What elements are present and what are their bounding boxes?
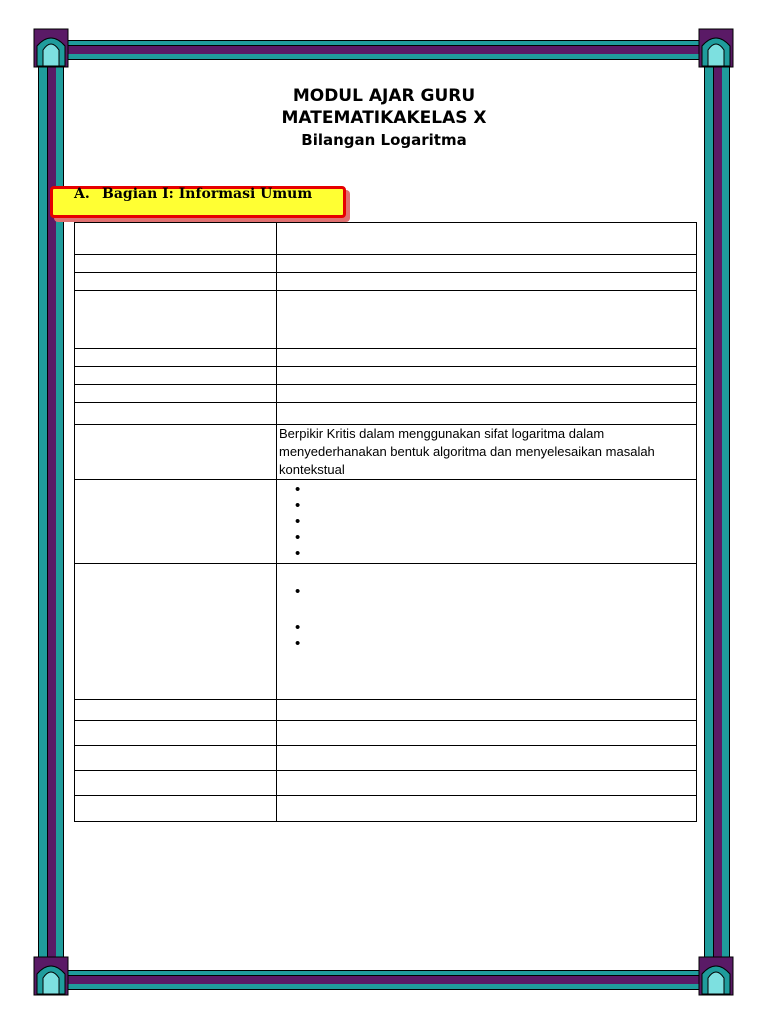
table-row bbox=[75, 385, 697, 403]
table-cell-value bbox=[277, 385, 697, 403]
corner-ornament-bottom-left bbox=[33, 956, 69, 996]
table-cell-label bbox=[75, 255, 277, 273]
table-cell-value bbox=[277, 796, 697, 822]
table-row bbox=[75, 349, 697, 367]
border-right bbox=[704, 62, 730, 962]
table-cell-label bbox=[75, 385, 277, 403]
bullet-list bbox=[279, 584, 694, 652]
table-cell-label bbox=[75, 564, 277, 700]
list-item bbox=[301, 530, 694, 546]
table-cell-label bbox=[75, 349, 277, 367]
table-row bbox=[75, 291, 697, 349]
section-title: Bagian I: Informasi Umum bbox=[102, 186, 313, 202]
table-cell-label bbox=[75, 700, 277, 721]
list-item bbox=[301, 514, 694, 530]
table-row bbox=[75, 700, 697, 721]
table-row bbox=[75, 480, 697, 564]
document-title: MODUL AJAR GURU bbox=[292, 86, 476, 106]
table-row bbox=[75, 367, 697, 385]
table-cell-value bbox=[277, 367, 697, 385]
table-cell-value bbox=[277, 564, 697, 700]
table-cell-label bbox=[75, 403, 277, 425]
table-row bbox=[75, 255, 697, 273]
table-cell-label bbox=[75, 796, 277, 822]
table-cell-label bbox=[75, 721, 277, 746]
section-number: A. bbox=[74, 186, 90, 202]
document-subject: MATEMATIKAKELAS X bbox=[281, 108, 487, 128]
border-top bbox=[62, 40, 706, 62]
border-bottom bbox=[62, 970, 706, 992]
list-item bbox=[301, 546, 694, 562]
table-cell-label bbox=[75, 480, 277, 564]
document-topic: Bilangan Logaritma bbox=[301, 131, 467, 149]
table-row bbox=[75, 403, 697, 425]
list-item bbox=[301, 636, 694, 652]
bullet-list bbox=[279, 482, 694, 562]
table-cell-value bbox=[277, 273, 697, 291]
table-cell-value bbox=[277, 721, 697, 746]
table-cell-label bbox=[75, 367, 277, 385]
list-item bbox=[301, 498, 694, 514]
table-cell-label bbox=[75, 223, 277, 255]
table-cell-value bbox=[277, 255, 697, 273]
general-info-table bbox=[74, 222, 697, 822]
table-row bbox=[75, 746, 697, 771]
table-row bbox=[75, 721, 697, 746]
table-row bbox=[75, 223, 697, 255]
table-cell-label bbox=[75, 425, 277, 480]
table-cell-value bbox=[277, 771, 697, 796]
table-cell-value bbox=[277, 746, 697, 771]
corner-ornament-top-left bbox=[33, 28, 69, 68]
table-cell-value bbox=[277, 349, 697, 367]
table-cell-value bbox=[277, 480, 697, 564]
section-heading bbox=[50, 186, 346, 218]
table-row bbox=[75, 796, 697, 822]
table-cell-value bbox=[277, 223, 697, 255]
list-item bbox=[301, 620, 694, 636]
table-row bbox=[75, 425, 697, 480]
table-row bbox=[75, 564, 697, 700]
table-cell-label bbox=[75, 771, 277, 796]
table-cell-label bbox=[75, 746, 277, 771]
table-row bbox=[75, 771, 697, 796]
corner-ornament-top-right bbox=[698, 28, 734, 68]
list-item bbox=[301, 584, 694, 600]
table-cell-label bbox=[75, 273, 277, 291]
corner-ornament-bottom-right bbox=[698, 956, 734, 996]
table-cell-value bbox=[277, 403, 697, 425]
critical-thinking-text: Berpikir Kritis dalam menggunakan sifat logaritma dalam menyederhanakan bentuk algoritma dan menyelesaikan masalah kontekstual bbox=[277, 425, 697, 480]
table-cell-value bbox=[277, 700, 697, 721]
table-cell-label bbox=[75, 291, 277, 349]
section-heading-label bbox=[74, 186, 312, 202]
table-row bbox=[75, 273, 697, 291]
table-cell-value bbox=[277, 291, 697, 349]
list-item bbox=[301, 482, 694, 498]
